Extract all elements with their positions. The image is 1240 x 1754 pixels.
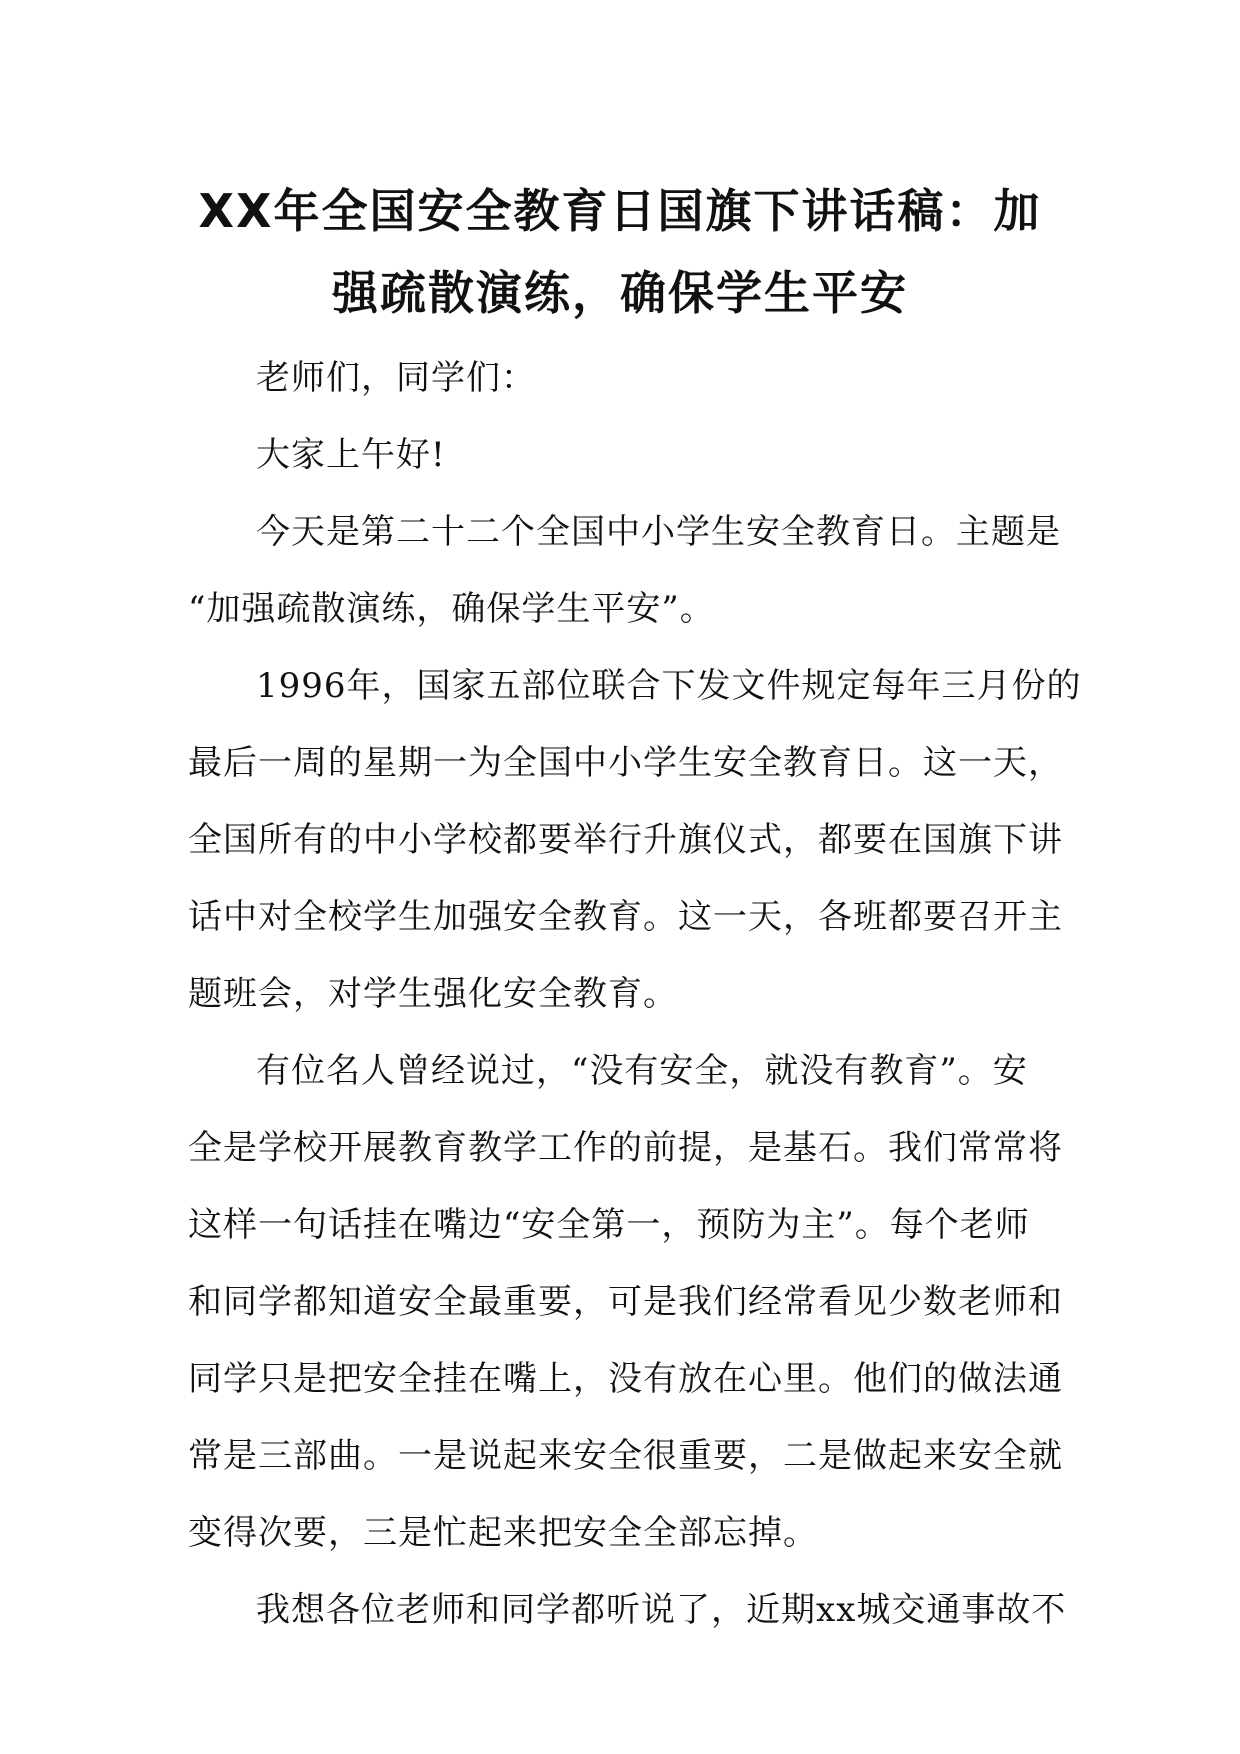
paragraph-line: 有位名人曾经说过，“没有安全，就没有教育”。安 <box>256 1051 1028 1091</box>
paragraph-line: 同学只是把安全挂在嘴上，没有放在心里。他们的做法通 <box>188 1359 1063 1399</box>
paragraph-line: 全国所有的中小学校都要举行升旗仪式，都要在国旗下讲 <box>188 820 1063 860</box>
paragraph-line: 常是三部曲。一是说起来安全很重要，二是做起来安全就 <box>188 1436 1063 1476</box>
document-body <box>188 340 1082 1649</box>
paragraph-line: “加强疏散演练，确保学生平安”。 <box>188 589 715 629</box>
paragraph-line: 和同学都知道安全最重要，可是我们经常看见少数老师和 <box>188 1282 1063 1322</box>
paragraph-line: 题班会，对学生强化安全教育。 <box>188 974 678 1014</box>
paragraph-line: 变得次要，三是忙起来把安全全部忘掉。 <box>188 1513 818 1553</box>
paragraph-line: 话中对全校学生加强安全教育。这一天，各班都要召开主 <box>188 897 1063 937</box>
paragraph-line: 今天是第二十二个全国中小学生安全教育日。主题是 <box>256 512 1061 552</box>
salutation-line: 大家上午好! <box>256 435 446 475</box>
paragraph-line: 这样一句话挂在嘴边“安全第一，预防为主”。每个老师 <box>188 1205 1030 1245</box>
document-title <box>150 170 1090 334</box>
paragraph-line: 最后一周的星期一为全国中小学生安全教育日。这一天， <box>188 743 1063 783</box>
paragraph-line: 1996年，国家五部位联合下发文件规定每年三月份的 <box>256 666 1082 706</box>
title-line-2: 强疏散演练，确保学生平安 <box>332 266 908 320</box>
title-line-1: XX年全国安全教育日国旗下讲话稿：加 <box>198 184 1042 238</box>
paragraph-line: 我想各位老师和同学都听说了，近期xx城交通事故不 <box>256 1590 1067 1630</box>
paragraph-line: 全是学校开展教育教学工作的前提，是基石。我们常常将 <box>188 1128 1063 1168</box>
greeting-line: 老师们，同学们： <box>256 358 536 398</box>
